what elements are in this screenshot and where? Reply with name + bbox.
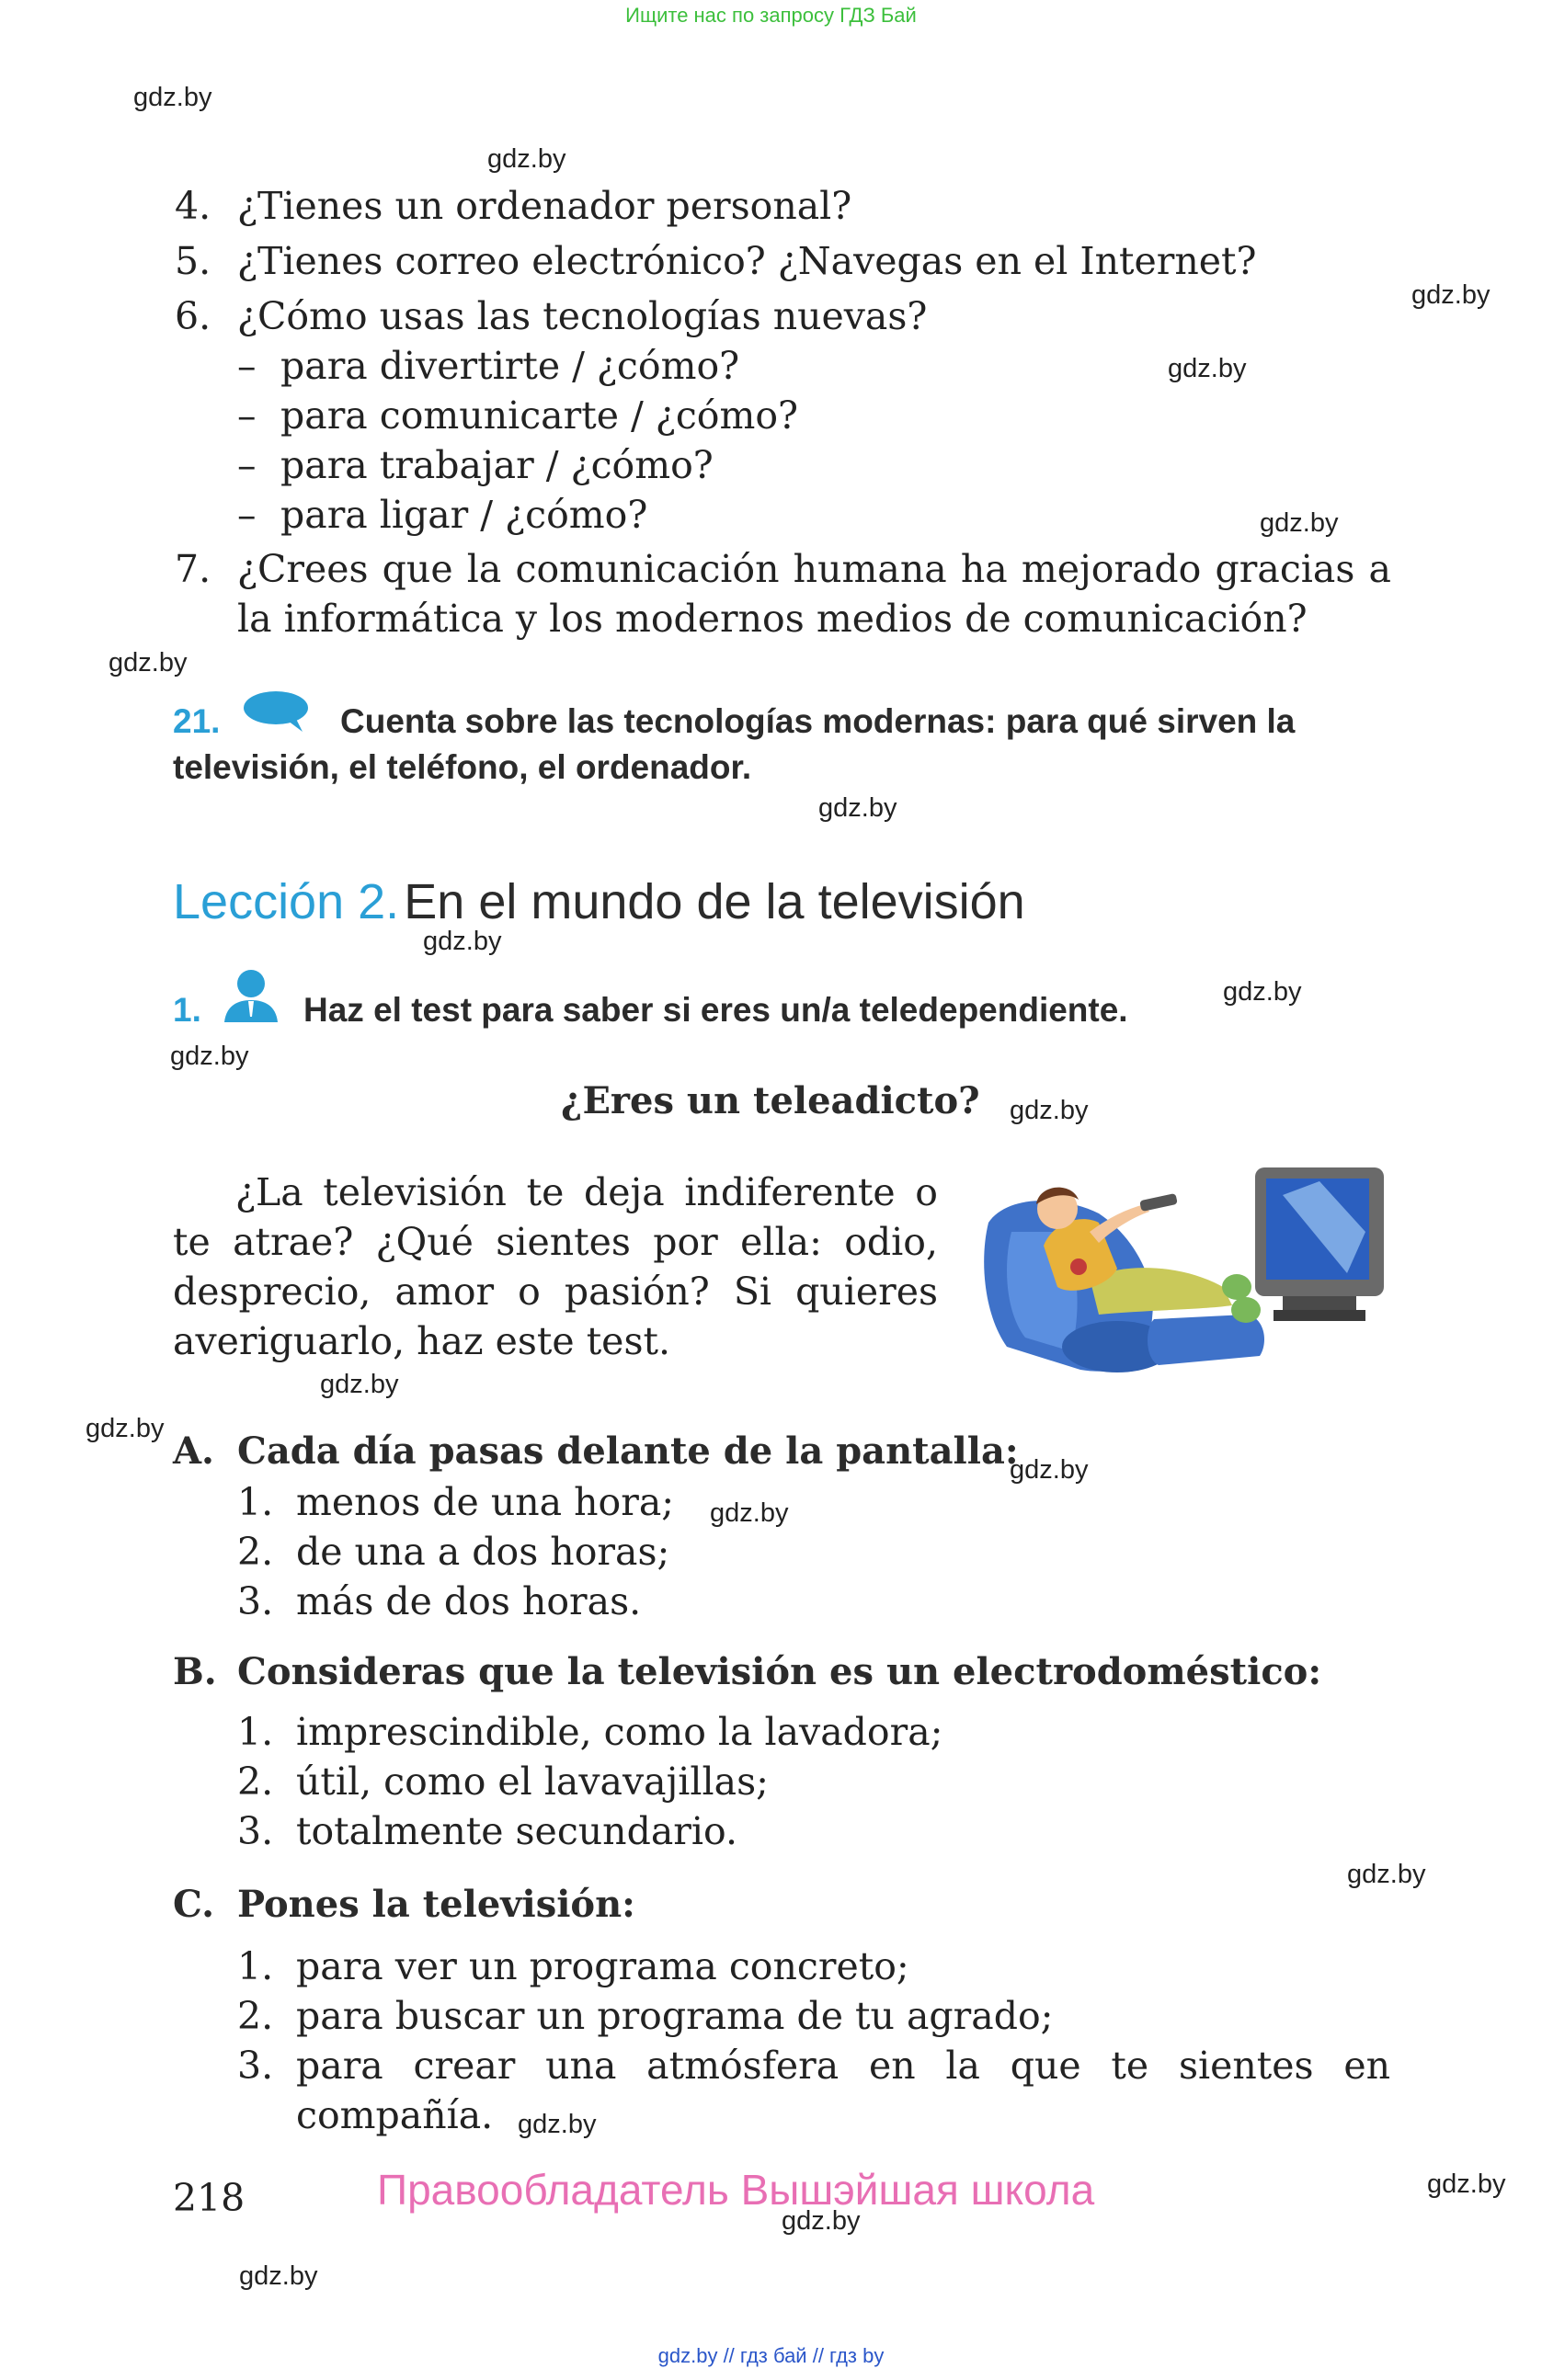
page-number: 218	[173, 2176, 246, 2220]
section-title: Consideras que la televisión es un electrodoméstico:	[237, 1650, 1322, 1693]
sub-item-text: para comunicarte / ¿cómo?	[280, 393, 799, 438]
question-number: 4.	[175, 184, 211, 228]
watermark: gdz.by	[133, 83, 212, 112]
option-text[interactable]: más de dos horas.	[296, 1579, 642, 1623]
watermark: gdz.by	[518, 2110, 597, 2139]
option-number[interactable]: 3.	[237, 1579, 274, 1623]
task-text-line: televisión, el teléfono, el ordenador.	[173, 748, 752, 786]
person-icon	[221, 967, 281, 1028]
speech-bubble-icon	[242, 689, 311, 737]
option-number[interactable]: 2.	[237, 1759, 274, 1804]
sub-item-text: para trabajar / ¿cómo?	[280, 443, 714, 487]
section-letter: A.	[173, 1429, 214, 1473]
lesson-title: En el mundo de la televisión	[404, 874, 1025, 929]
option-number[interactable]: 1.	[237, 1480, 274, 1524]
watermark: gdz.by	[782, 2206, 861, 2236]
section-title: Cada día pasas delante de la pantalla:	[237, 1429, 1019, 1473]
watermark: gdz.by	[818, 793, 897, 823]
watermark: gdz.by	[1168, 354, 1247, 383]
section-letter: C.	[173, 1883, 215, 1926]
copyright-notice: Правообладатель Вышэйшая школа	[377, 2166, 1095, 2214]
question-text: ¿Tienes correo electrónico? ¿Navegas en el Internet?	[237, 239, 1257, 283]
section-title: Pones la televisión:	[237, 1883, 635, 1926]
option-text[interactable]: totalmente secundario.	[296, 1809, 737, 1853]
option-text[interactable]: para crear una atmósfera en la que te sientes en	[296, 2044, 1390, 2088]
question-text-line: la informática y los modernos medios de comunicación?	[237, 597, 1308, 641]
intro-paragraph: ¿La televisión te deja indiferente o te atrae? ¿Qué sientes por ella: odio, desprecio, amor o pasión? Si quieres averiguarlo, haz este test.	[173, 1170, 938, 1363]
option-text[interactable]: menos de una hora;	[296, 1480, 675, 1524]
watermark: gdz.by	[1427, 2169, 1506, 2199]
option-text[interactable]: para ver un programa concreto;	[296, 1944, 909, 1988]
option-text[interactable]: para buscar un programa de tu agrado;	[296, 1994, 1054, 2038]
question-number: 6.	[175, 294, 211, 338]
task-text-line: Cuenta sobre las tecnologías modernas: para qué sirven la	[340, 702, 1296, 740]
watermark: gdz.by	[1010, 1096, 1089, 1125]
question-number: 5.	[175, 239, 211, 283]
tv-viewer-illustration	[970, 1158, 1393, 1396]
header-note[interactable]: Ищите нас по запросу ГДЗ Бай	[625, 4, 917, 27]
watermark: gdz.by	[239, 2261, 318, 2291]
watermark: gdz.by	[170, 1042, 249, 1071]
lesson-heading	[173, 873, 1025, 930]
footer-links[interactable]: gdz.by // гдз бай // гдз by	[657, 2344, 885, 2367]
task-number: 21.	[173, 702, 221, 740]
watermark: gdz.by	[710, 1498, 789, 1528]
option-number[interactable]: 3.	[237, 1809, 274, 1853]
watermark: gdz.by	[1010, 1455, 1089, 1485]
option-number[interactable]: 1.	[237, 1944, 274, 1988]
sub-item-dash: –	[237, 443, 257, 487]
sub-item-dash: –	[237, 344, 257, 388]
option-text[interactable]: de una a dos horas;	[296, 1530, 670, 1574]
sub-item-text: para divertirte / ¿cómo?	[280, 344, 740, 388]
option-text-continued: compañía.	[296, 2093, 494, 2137]
section-letter: B.	[173, 1650, 217, 1693]
watermark: gdz.by	[1347, 1860, 1426, 1889]
option-text[interactable]: imprescindible, como la lavadora;	[296, 1710, 943, 1754]
task-text: Haz el test para saber si eres un/a teledependiente.	[303, 991, 1128, 1029]
option-text[interactable]: útil, como el lavavajillas;	[296, 1759, 769, 1804]
test-title: ¿Eres un teleadicto?	[561, 1079, 980, 1122]
option-number[interactable]: 2.	[237, 1530, 274, 1574]
question-text: ¿Cómo usas las tecnologías nuevas?	[237, 294, 928, 338]
option-number[interactable]: 3.	[237, 2044, 274, 2088]
question-text-line: ¿Crees que la comunicación humana ha mejorado gracias a	[237, 547, 1391, 591]
question-number: 7.	[175, 547, 211, 591]
sub-item-text: para ligar / ¿cómo?	[280, 493, 648, 537]
lesson-label: Lección 2.	[173, 874, 400, 929]
watermark: gdz.by	[109, 648, 188, 678]
sub-item-dash: –	[237, 393, 257, 438]
watermark: gdz.by	[320, 1370, 399, 1399]
watermark: gdz.by	[1260, 508, 1339, 538]
watermark: gdz.by	[423, 927, 502, 956]
watermark: gdz.by	[1411, 280, 1491, 310]
question-text: ¿Tienes un ordenador personal?	[237, 184, 852, 228]
task-number: 1.	[173, 991, 201, 1029]
watermark: gdz.by	[86, 1414, 165, 1443]
option-number[interactable]: 2.	[237, 1994, 274, 2038]
sub-item-dash: –	[237, 493, 257, 537]
option-number[interactable]: 1.	[237, 1710, 274, 1754]
watermark: gdz.by	[1223, 977, 1302, 1007]
watermark: gdz.by	[487, 144, 566, 174]
